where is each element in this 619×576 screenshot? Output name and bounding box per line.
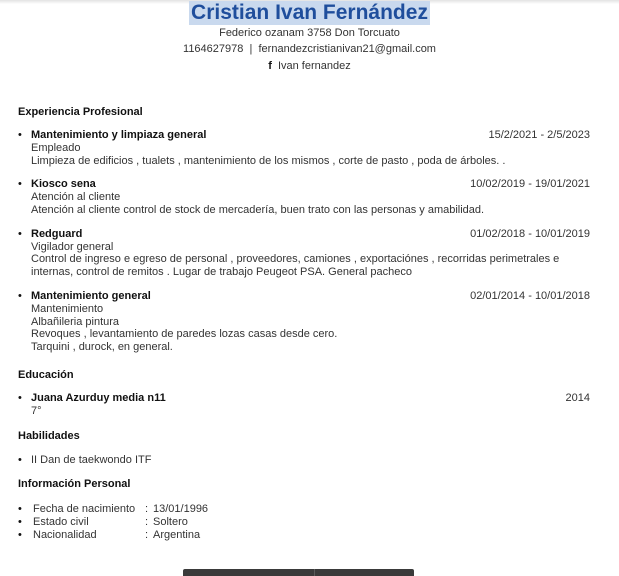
experience-item-line: Atención al cliente control de stock de mercadería, buen trato con las personas y amabilidad. (31, 203, 485, 216)
address-line: Federico ozanam 3758 Don Torcuato (219, 27, 400, 39)
experience-item-date: 10/02/2019 - 19/01/2021 (470, 178, 590, 191)
experience-item (18, 228, 590, 279)
personal-info-value: Argentina (153, 528, 201, 541)
personal-info-row (18, 516, 590, 529)
education-section (18, 368, 590, 418)
experience-item-line: internas, control de remitos . Lugar de trabajo Peugeot PSA. General pacheco (31, 266, 412, 279)
bullet: • (18, 454, 22, 466)
personal-info-row (18, 503, 590, 516)
email: fernandezcristianivan21@gmail.com (258, 43, 436, 55)
facebook-name: Ivan fernandez (277, 60, 351, 72)
personal-info-sep: : (145, 503, 149, 515)
personal-info-row (18, 529, 590, 542)
personal-info-section (18, 477, 590, 541)
personal-info-value: Soltero (153, 515, 188, 528)
bullet: • (18, 515, 22, 528)
experience-item-title: Redguard (31, 227, 83, 240)
experience-item-date: 02/01/2014 - 10/01/2018 (470, 289, 590, 302)
skill-text: II Dan de taekwondo ITF (31, 454, 152, 466)
facebook-icon: f (268, 60, 272, 72)
phone: 1164627978 (183, 43, 244, 55)
contact-separator: | (249, 43, 253, 55)
experience-item-line: Albañileria pintura (31, 315, 120, 328)
bullet: • (18, 392, 22, 404)
phone-email-line (0, 41, 619, 57)
bullet: • (18, 178, 22, 191)
personal-info-value: 13/01/1996 (153, 503, 209, 515)
resume-header (0, 1, 619, 75)
personal-info-sep: : (145, 528, 149, 541)
education-title: Educación (18, 369, 74, 381)
bullet: • (18, 528, 22, 541)
experience-item-line: Empleado (31, 141, 81, 154)
experience-item-line: Mantenimiento (31, 302, 104, 315)
bullet: • (18, 227, 22, 240)
experience-item-title: Kiosco sena (31, 178, 96, 191)
experience-item-line: Limpieza de edificios , tualets , mantenimiento de los mismos , corte de pasto , poda de árboles. . (31, 154, 506, 167)
skill-item (18, 454, 590, 467)
education-item (18, 392, 590, 418)
personal-info-label: Nacionalidad (33, 528, 97, 541)
experience-item-line: Vigilador general (31, 240, 114, 253)
education-item-title: Juana Azurduy media n11 (31, 392, 166, 404)
education-item-date: 2014 (565, 392, 590, 404)
bottom-toolbar[interactable] (183, 569, 414, 576)
toolbar-divider (314, 569, 315, 576)
experience-section (18, 105, 590, 354)
experience-item-line: Tarquini , durock, en general. (31, 341, 173, 354)
skills-title: Habilidades (18, 430, 80, 442)
experience-item (18, 129, 590, 167)
bullet: • (18, 129, 22, 141)
personal-info-label: Fecha de nacimiento (33, 503, 136, 515)
experience-item (18, 178, 590, 216)
experience-item-title: Mantenimiento y limpiaza general (31, 129, 207, 141)
experience-item-line: Revoques , levantamiento de paredes lozas casas desde cero. (31, 328, 338, 341)
skills-section (18, 429, 590, 467)
personal-info-sep: : (145, 515, 149, 528)
bullet: • (18, 503, 22, 515)
experience-item-date: 01/02/2018 - 10/01/2019 (470, 227, 590, 240)
experience-item (18, 290, 590, 354)
experience-item-title: Mantenimiento general (31, 289, 151, 302)
personal-info-title: Información Personal (18, 478, 131, 490)
experience-item-date: 15/2/2021 - 2/5/2023 (488, 129, 590, 141)
personal-info-label: Estado civil (33, 515, 89, 528)
experience-title: Experiencia Profesional (18, 106, 143, 118)
facebook-line (0, 57, 619, 75)
education-item-line: 7° (31, 404, 42, 417)
experience-item-line: Atención al cliente (31, 191, 121, 204)
experience-item-line: Control de ingreso e egreso de personal , proveedores, camiones , exportaciónes , recorridas perimetrales e (31, 253, 560, 266)
candidate-name[interactable]: Cristian Ivan Fernández (191, 1, 428, 24)
bullet: • (18, 289, 22, 302)
